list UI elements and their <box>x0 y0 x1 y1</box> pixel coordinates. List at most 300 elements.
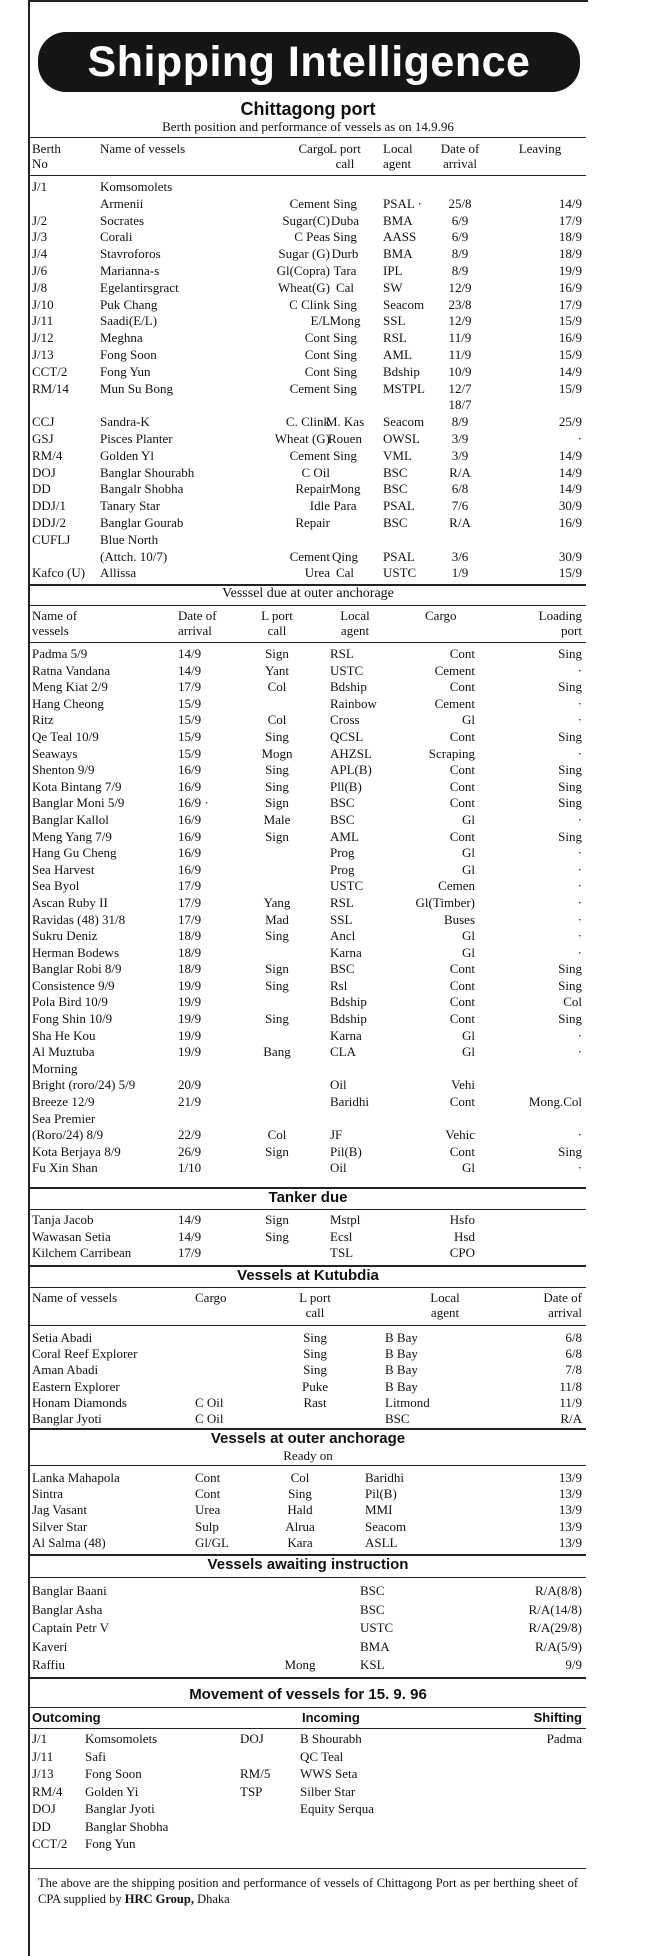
arrival-date: 16/9 · <box>178 795 209 811</box>
local-agent: PSAL <box>383 498 415 514</box>
table-row <box>30 397 586 414</box>
table-row <box>30 364 586 381</box>
cargo: Cont <box>449 679 475 695</box>
cargo: Repair <box>295 514 330 530</box>
cargo: Cont <box>449 961 475 977</box>
berth-no: GSJ <box>32 430 54 446</box>
section-banner: Shipping Intelligence <box>38 32 580 92</box>
loading-port: Sing <box>558 961 582 977</box>
load-port: Sing <box>265 1228 289 1244</box>
status: R/A(14/8) <box>528 1601 582 1617</box>
load-port: Duba <box>330 212 360 228</box>
load-port: Mad <box>265 911 289 927</box>
vessel-name: Banglar Robi 8/9 <box>32 961 122 977</box>
local-agent: Litmond <box>385 1394 430 1410</box>
vessel-name: Fong Yun <box>100 363 151 379</box>
table-row <box>30 196 586 213</box>
table-row <box>30 1784 586 1802</box>
loading-port: Sing <box>558 646 582 661</box>
arrival-date: 11/9 <box>448 346 472 362</box>
local-agent: Bdship <box>383 363 420 379</box>
vessel-name: Captain Petr V <box>32 1620 110 1635</box>
table-row <box>30 1819 586 1837</box>
local-agent: SW <box>383 279 403 295</box>
out-berth: DOJ <box>32 1801 56 1816</box>
cargo: Gl(Copra) <box>276 262 330 278</box>
leaving-date: 15/9 <box>558 313 582 329</box>
arrival-date: 23/8 <box>448 296 472 312</box>
local-agent: Oil <box>330 1160 347 1176</box>
leaving-date: 30/9 <box>558 548 582 564</box>
table-row <box>30 762 586 779</box>
arrival-date: 20/9 <box>178 1077 202 1093</box>
vessel-name: Socrates <box>100 212 145 228</box>
cargo: Cement <box>289 195 330 211</box>
load-port: Mogn <box>261 745 293 761</box>
vessel-name: Armenii <box>100 195 144 211</box>
vessel-name: Meng Kiat 2/9 <box>32 679 108 695</box>
table-row <box>30 465 586 482</box>
local-agent: BSC <box>330 811 355 827</box>
cargo: Hsfo <box>449 1212 475 1227</box>
out-vessel: Banglar Jyoti <box>85 1801 155 1816</box>
table-row <box>30 845 586 862</box>
arrival-date: 21/9 <box>178 1094 202 1110</box>
local-agent: Ancl <box>330 928 356 944</box>
arrival-date: 16/9 <box>178 778 202 794</box>
local-agent: Karna <box>330 944 362 960</box>
load-port: Col <box>267 679 287 695</box>
due-title: Vesssel due at outer anchorage <box>222 586 394 601</box>
vessel-name: Ravidas (48) 31/8 <box>32 911 126 927</box>
loading-port: Col <box>563 994 582 1010</box>
cargo: Cont <box>449 1143 475 1159</box>
load-port: Sign <box>265 1212 289 1227</box>
leaving-date: 15/9 <box>558 346 582 362</box>
table-row <box>30 1749 586 1767</box>
outer-title: Vessels at outer anchorage <box>210 1430 406 1447</box>
status: 9/9 <box>565 1657 582 1672</box>
leaving-date: 16/9 <box>558 279 582 295</box>
vessel-name: Allissa <box>100 565 137 581</box>
vessel-name: Stavroforos <box>100 246 161 262</box>
local-agent: AML <box>383 346 412 362</box>
load-port: Sing <box>333 380 357 396</box>
vessel-name: Kota Berjaya 8/9 <box>32 1143 121 1159</box>
vessel-name: Fu Xin Shan <box>32 1160 98 1176</box>
table-row <box>30 829 586 846</box>
table-row <box>30 297 586 314</box>
berth-no: J/8 <box>32 279 48 295</box>
vessel-name: Ratna Vandana <box>32 662 111 678</box>
vessel-name: Honam Diamonds <box>32 1394 127 1410</box>
local-agent: AML <box>330 828 359 844</box>
leaving-date: 18/9 <box>558 229 582 245</box>
vessel-name: Coral Reef Explorer <box>32 1346 138 1362</box>
local-agent: BSC <box>383 481 408 497</box>
local-agent: ASLL <box>365 1534 398 1550</box>
table-row <box>30 1245 586 1262</box>
cargo: Buses <box>443 911 475 927</box>
table-row <box>30 498 586 515</box>
vessel-name: Kaveri <box>32 1638 68 1654</box>
vessel-name: Banglar Kallol <box>32 811 109 827</box>
due-table-header: Name of vessels Date of arrival L port call Local agent Cargo Loading port <box>32 608 582 638</box>
local-agent: APL(B) <box>330 762 372 778</box>
ready-date: 13/9 <box>558 1486 582 1502</box>
cargo: Scraping <box>428 745 475 761</box>
arrival-date: 8/9 <box>451 262 469 278</box>
table-row <box>30 414 586 431</box>
local-agent: Prog <box>330 861 355 877</box>
leaving-date: 14/9 <box>558 464 582 480</box>
load-port: Puke <box>302 1378 328 1394</box>
cargo: Cont <box>449 994 475 1010</box>
load-port: Mong <box>329 481 361 497</box>
cargo: Cement <box>289 548 330 564</box>
vessel-name: Hang Cheong <box>32 695 104 711</box>
table-row <box>30 878 586 895</box>
arrival-date: 25/8 <box>448 195 472 211</box>
table-row <box>30 1836 586 1854</box>
vessel-name: Corali <box>100 229 133 245</box>
cargo: Vehic <box>445 1127 475 1143</box>
arrival-date: 10/9 <box>448 363 472 379</box>
loading-port: · <box>577 1027 582 1043</box>
port-title: Chittagong port <box>240 99 376 119</box>
table-row <box>30 1212 586 1229</box>
arrival-date: 26/9 <box>178 1143 202 1159</box>
load-port: Mong <box>329 313 361 329</box>
local-agent: BSC <box>360 1601 385 1617</box>
cargo: Cont <box>304 363 330 379</box>
load-port: Yant <box>265 662 289 678</box>
leaving-date: · <box>577 430 582 446</box>
table-row <box>30 928 586 945</box>
ready-date: 13/9 <box>558 1518 582 1534</box>
vessel-name: Saadi(E/L) <box>100 313 158 329</box>
leaving-date: 14/9 <box>558 363 582 379</box>
arrival-date: 17/9 <box>178 1245 202 1260</box>
berth-no: CCT/2 <box>32 363 68 379</box>
divider <box>30 1868 586 1869</box>
berth-no: CCJ <box>32 414 55 430</box>
arrival-date: 16/9 <box>178 861 202 877</box>
load-port: Bang <box>263 1044 291 1060</box>
arrival-date: 19/9 <box>178 977 202 993</box>
arrival-date: 6/9 <box>451 212 469 228</box>
table-row <box>30 862 586 879</box>
arrival-date: 17/9 <box>178 679 202 695</box>
divider <box>30 1325 586 1326</box>
vessel-name: Ascan Ruby II <box>32 894 108 910</box>
loading-port: · <box>577 928 582 944</box>
table-row <box>30 1620 586 1639</box>
cargo: Gl/GL <box>195 1534 229 1550</box>
ready-date: 13/9 <box>558 1470 582 1485</box>
table-row <box>30 1362 586 1378</box>
loading-port: · <box>577 911 582 927</box>
load-port: Sing <box>265 1011 289 1027</box>
table-row <box>30 712 586 729</box>
cargo: Gl <box>462 1160 475 1176</box>
vessel-name: Banglar Shourabh <box>100 464 195 480</box>
cargo: Wheat (G) <box>274 430 330 446</box>
arrival-date: 16/9 <box>178 811 202 827</box>
cargo: C. Clink <box>285 414 330 430</box>
load-port: Col <box>267 1127 287 1143</box>
loading-port: · <box>577 695 582 711</box>
local-agent: Rsl <box>330 977 348 993</box>
load-port: Sing <box>333 346 357 362</box>
vessel-name: Sandra-K <box>100 414 150 430</box>
footer-city: Dhaka <box>197 1892 230 1906</box>
cargo: C Oil <box>301 464 330 480</box>
leaving-date: 17/9 <box>558 212 582 228</box>
local-agent: Pil(B) <box>365 1486 397 1502</box>
vessel-name: Sea Harvest <box>32 861 95 877</box>
local-agent: Rainbow <box>330 695 377 711</box>
out-berth: DD <box>32 1818 51 1834</box>
loading-port: · <box>577 894 582 910</box>
load-port: Sing <box>303 1362 327 1378</box>
loading-port: · <box>577 712 582 728</box>
local-agent: VML <box>383 447 412 463</box>
local-agent: Oil <box>330 1077 347 1093</box>
vessel-name: Sea Byol <box>32 878 80 894</box>
load-port: Sign <box>265 795 289 811</box>
load-port: Sign <box>265 961 289 977</box>
table-row <box>30 549 586 566</box>
cargo: Vehi <box>451 1077 475 1093</box>
load-port: Rast <box>303 1394 327 1410</box>
arrival-date: 15/9 <box>178 745 202 761</box>
cargo: Hsd <box>454 1228 475 1244</box>
vessel-name: Bangalr Shobha <box>100 481 184 497</box>
out-vessel: Golden Yi <box>85 1783 139 1799</box>
arrival-date: 6/8 <box>451 481 469 497</box>
vessel-name: Shenton 9/9 <box>32 762 95 778</box>
local-agent: BSC <box>383 514 408 530</box>
load-port: Sing <box>333 296 357 312</box>
cargo: Gl <box>462 845 475 861</box>
local-agent: B Bay <box>385 1330 418 1345</box>
table-row <box>30 1144 586 1161</box>
local-agent: Baridhi <box>365 1470 404 1485</box>
cargo: Urea <box>304 565 330 581</box>
arrival-date: 6/8 <box>565 1330 582 1345</box>
table-row <box>30 1379 586 1395</box>
local-agent: BMA <box>383 246 413 262</box>
status: R/A(8/8) <box>535 1583 582 1598</box>
vessel-name: Breeze 12/9 <box>32 1094 95 1110</box>
local-agent: Baridhi <box>330 1094 369 1110</box>
cargo: Idle <box>309 498 330 514</box>
vessel-name: Tanary Star <box>100 498 161 514</box>
cargo: Repair <box>295 481 330 497</box>
out-berth: J/1 <box>32 1731 48 1746</box>
table-row <box>30 515 586 532</box>
load-port: Alrua <box>285 1518 315 1534</box>
in-vessel: B Shourabh <box>300 1731 362 1746</box>
vessel-name: Padma 5/9 <box>32 646 88 661</box>
shift-vessel: Padma <box>546 1731 582 1746</box>
local-agent: SSL <box>383 313 406 329</box>
cargo: C Oil <box>195 1394 224 1410</box>
vessel-name: Sea Premier <box>32 1110 96 1126</box>
arrival-date: 7/8 <box>565 1362 582 1378</box>
load-port: Sing <box>265 762 289 778</box>
arrival-date: 14/9 <box>178 1228 202 1244</box>
arrival-date: 3/9 <box>451 430 469 446</box>
load-port: Col <box>267 712 287 728</box>
arrival-date: 15/9 <box>178 728 202 744</box>
loading-port: Sing <box>558 1011 582 1027</box>
cargo: Cont <box>449 1011 475 1027</box>
loading-port: · <box>577 845 582 861</box>
load-port: Qing <box>332 548 358 564</box>
arrival-date: 14/9 <box>178 1212 202 1227</box>
loading-port: Mong.Col <box>528 1094 582 1110</box>
vessel-name: Mun Su Bong <box>100 380 173 396</box>
local-agent: AHZSL <box>330 745 372 761</box>
table-row <box>30 945 586 962</box>
arrival-date: 17/9 <box>178 878 202 894</box>
local-agent: Bdship <box>330 994 367 1010</box>
local-agent: OWSL <box>383 430 420 446</box>
cargo: Cont <box>304 330 330 346</box>
local-agent: QCSL <box>330 728 364 744</box>
arrival-date: 18/7 <box>448 397 472 413</box>
berth-no: J/4 <box>32 246 48 262</box>
cargo: C Peas <box>294 229 330 245</box>
out-berth: J/11 <box>32 1748 54 1764</box>
local-agent: KSL <box>360 1657 385 1672</box>
leaving-date: 15/9 <box>558 565 582 581</box>
load-port: Cal <box>335 565 355 581</box>
cargo: Cont <box>449 646 475 661</box>
arrival-date: 17/9 <box>178 894 202 910</box>
cargo: Gl <box>462 1044 475 1060</box>
table-row <box>30 994 586 1011</box>
arrival-date: R/A <box>560 1410 582 1426</box>
arrival-date: 19/9 <box>178 1044 202 1060</box>
vessel-name: Blue North <box>100 531 159 547</box>
divider <box>30 1707 586 1708</box>
local-agent: PSAL · <box>383 195 422 211</box>
vessel-name: Banglar Jyoti <box>32 1410 102 1426</box>
tanker-title: Tanker due <box>268 1189 348 1206</box>
berth-no: J/12 <box>32 330 54 346</box>
vessel-name: Komsomolets <box>100 179 173 194</box>
vessel-name: Egelantirsgract <box>100 279 179 295</box>
local-agent: USTC <box>330 662 364 678</box>
local-agent: Cross <box>330 712 360 728</box>
local-agent: JF <box>330 1127 343 1143</box>
divider <box>30 1577 586 1578</box>
local-agent: Seacom <box>365 1518 407 1534</box>
leaving-date: 15/9 <box>558 380 582 396</box>
leaving-date: 16/9 <box>558 514 582 530</box>
local-agent: Ecsl <box>330 1228 353 1244</box>
local-agent: BSC <box>385 1410 410 1426</box>
load-port: Para <box>333 498 357 514</box>
table-row <box>30 1346 586 1362</box>
loading-port: · <box>577 944 582 960</box>
load-port: Sing <box>265 728 289 744</box>
local-agent: Mstpl <box>330 1212 361 1227</box>
table-row <box>30 481 586 498</box>
table-row <box>30 280 586 297</box>
berth-no: J/10 <box>32 296 54 312</box>
table-row <box>30 532 586 549</box>
table-row <box>30 912 586 929</box>
footer-note: The above are the shipping position and performance of vessels of Chittagong Port as per berthing sheet of CPA supplied by HRC Group, Dhaka <box>38 1876 578 1906</box>
vessel-name: Jag Vasant <box>32 1502 88 1518</box>
cargo: Cont <box>449 1094 475 1110</box>
loading-port: Sing <box>558 778 582 794</box>
kutubdia-table <box>30 1330 586 1427</box>
vessel-name: Bright (roro/24) 5/9 <box>32 1077 136 1093</box>
table-row <box>30 1028 586 1045</box>
local-agent: CLA <box>330 1044 356 1060</box>
table-row <box>30 1077 586 1094</box>
load-port: Kara <box>287 1534 313 1550</box>
ready-date: 13/9 <box>558 1534 582 1550</box>
movement-title: Movement of vessels for 15. 9. 96 <box>189 1686 427 1703</box>
in-berth: RM/5 <box>240 1766 271 1781</box>
leaving-date: 19/9 <box>558 262 582 278</box>
awaiting-table <box>30 1583 586 1676</box>
vessel-name: Consistence 9/9 <box>32 977 115 993</box>
vessel-name: Raffiu <box>32 1657 65 1672</box>
cargo: Cont <box>449 977 475 993</box>
arrival-date: 11/9 <box>448 330 472 346</box>
berth-no: DDJ/2 <box>32 514 66 530</box>
table-row <box>30 1061 586 1078</box>
out-vessel: Banglar Shobha <box>85 1818 169 1834</box>
cargo: E/L <box>310 313 330 329</box>
leaving-date: 14/9 <box>558 481 582 497</box>
cargo: Wheat(G) <box>278 279 330 295</box>
vessel-name: Kota Bintang 7/9 <box>32 778 122 794</box>
table-row <box>30 1127 586 1144</box>
loading-port: · <box>577 1127 582 1143</box>
vessel-name: Hang Gu Cheng <box>32 845 117 861</box>
berth-no: J/1 <box>32 179 48 194</box>
table-row <box>30 646 586 663</box>
berth-no: J/11 <box>32 313 54 329</box>
cargo: Gl <box>462 944 475 960</box>
arrival-date: 18/9 <box>178 944 202 960</box>
cargo: Gl <box>462 1027 475 1043</box>
local-agent: Prog <box>330 845 355 861</box>
vessel-name: Meghna <box>100 330 143 346</box>
table-row <box>30 1330 586 1346</box>
divider <box>30 642 586 643</box>
loading-port: Sing <box>558 679 582 695</box>
arrival-date: 22/9 <box>178 1127 202 1143</box>
cargo: Gl <box>462 811 475 827</box>
arrival-date: 15/9 <box>178 712 202 728</box>
table-row <box>30 663 586 680</box>
cargo: Sulp <box>195 1518 219 1534</box>
divider <box>30 1728 586 1729</box>
arrival-date: 19/9 <box>178 1011 202 1027</box>
leaving-date: 14/9 <box>558 447 582 463</box>
loading-port: · <box>577 745 582 761</box>
vessel-name: Lanka Mahapola <box>32 1470 120 1485</box>
